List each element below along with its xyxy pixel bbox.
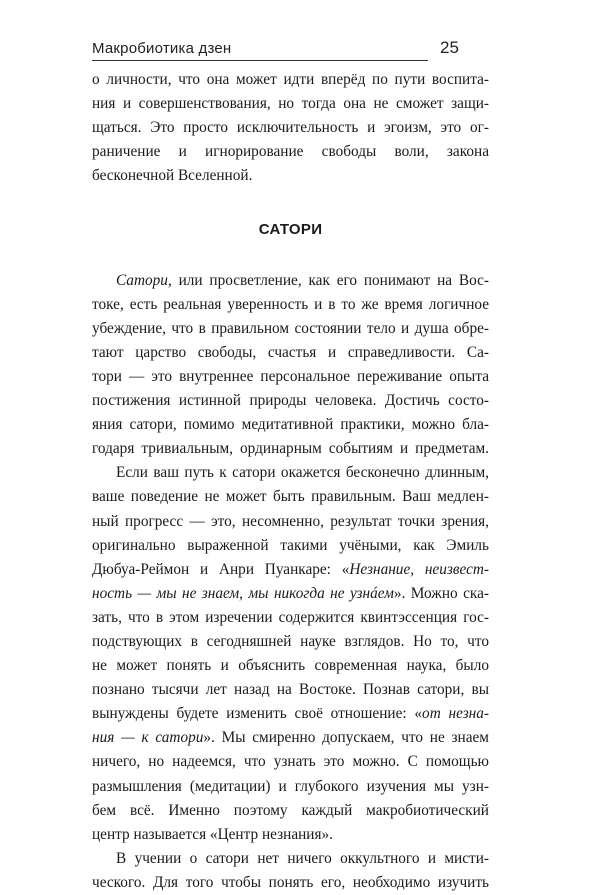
italic-term: Сатори [116, 271, 168, 289]
text-line: оригинально выраженной такими учёными, как Эмиль [92, 536, 489, 554]
text-fragment: , или просветление, как его понимают на Вос- [167, 271, 489, 289]
body-text [92, 68, 489, 895]
text-line: ческого. Для того чтобы понять его, необходимо изучить [92, 873, 489, 891]
text-line [92, 582, 489, 606]
text-line: бесконечной Вселенной. [92, 167, 253, 185]
italic-quote: Незнание, неизвест- [349, 560, 489, 578]
text-line: постижения истинной природы человека. Достичь состо- [92, 392, 489, 410]
text-line: не может понять и объяснить современная наука, было [92, 657, 489, 675]
text-line: тают царство свободы, счастья и справедливости. Са- [92, 343, 489, 361]
text-line: ничего, но надеемся, что узнать это можно. С помощью [92, 753, 489, 771]
text-line [92, 726, 489, 750]
text-line: токе, есть реальная уверенность и в то же время логичное [92, 295, 489, 313]
text-line: убеждение, что в правильном состоянии тело и душа обре- [92, 319, 489, 337]
text-line: ваше поведение не может быть правильным. Ваш медлен- [92, 488, 489, 506]
text-line: Если ваш путь к сатори окажется бесконечно длинным, [116, 464, 489, 482]
italic-quote: ность — мы не знаем, мы никогда не узнáем [92, 584, 394, 602]
running-title: Макробиотика дзен [92, 40, 232, 57]
text-fragment: Дюбуа-Реймон и Анри Пуанкаре: « [92, 560, 350, 578]
text-fragment: вынуждены будете изменить своё отношение: « [92, 705, 423, 723]
text-line [92, 269, 489, 293]
section-heading: САТОРИ [258, 221, 323, 239]
text-line: яния сатори, помимо медитативной практики, можно бла- [92, 416, 489, 434]
text-line: раничение и игнорирование свободы воли, закона [92, 143, 489, 161]
text-fragment: ». Мы смиренно допускаем, что не знаем [203, 729, 489, 747]
text-line: познано тысячи лет назад на Востоке. Познав сатори, вы [92, 681, 489, 699]
text-line: годаря тривиальным, ординарным событиям и предметам. [92, 440, 489, 458]
text-line [92, 558, 489, 582]
text-line: ный прогресс — это, несомненно, результат точки зрения, [92, 512, 489, 530]
text-line: зать, что в этом изречении содержится квинтэссенция гос- [92, 608, 489, 626]
italic-quote: ния — к сатори [92, 729, 204, 747]
text-line: о личности, что она может идти вперёд по пути воспита- [92, 71, 489, 88]
text-line: тори — это внутреннее персональное переживание опыта [92, 367, 489, 385]
text-line: В учении о сатори нет ничего оккультного и мисти- [116, 849, 489, 867]
italic-quote: от незна- [422, 705, 490, 723]
page-number: 25 [440, 38, 459, 57]
text-line: ния и совершенствования, но тогда она не сможет защи- [92, 95, 489, 113]
text-line: бем всё. Именно поэтому каждый макробиотический [92, 801, 489, 819]
header-rule [92, 60, 428, 61]
text-line: щаться. Это просто исключительность и эгоизм, это ог- [92, 119, 489, 137]
text-line [92, 702, 489, 726]
text-line: размышления (медитации) и глубокого изучения мы узн- [92, 777, 489, 795]
text-line: подствующих в сегодняшней науке взглядов. Но то, что [92, 632, 489, 650]
text-fragment: ». Можно ска- [393, 584, 489, 602]
text-line: центр называется «Центр незнания». [92, 825, 334, 843]
